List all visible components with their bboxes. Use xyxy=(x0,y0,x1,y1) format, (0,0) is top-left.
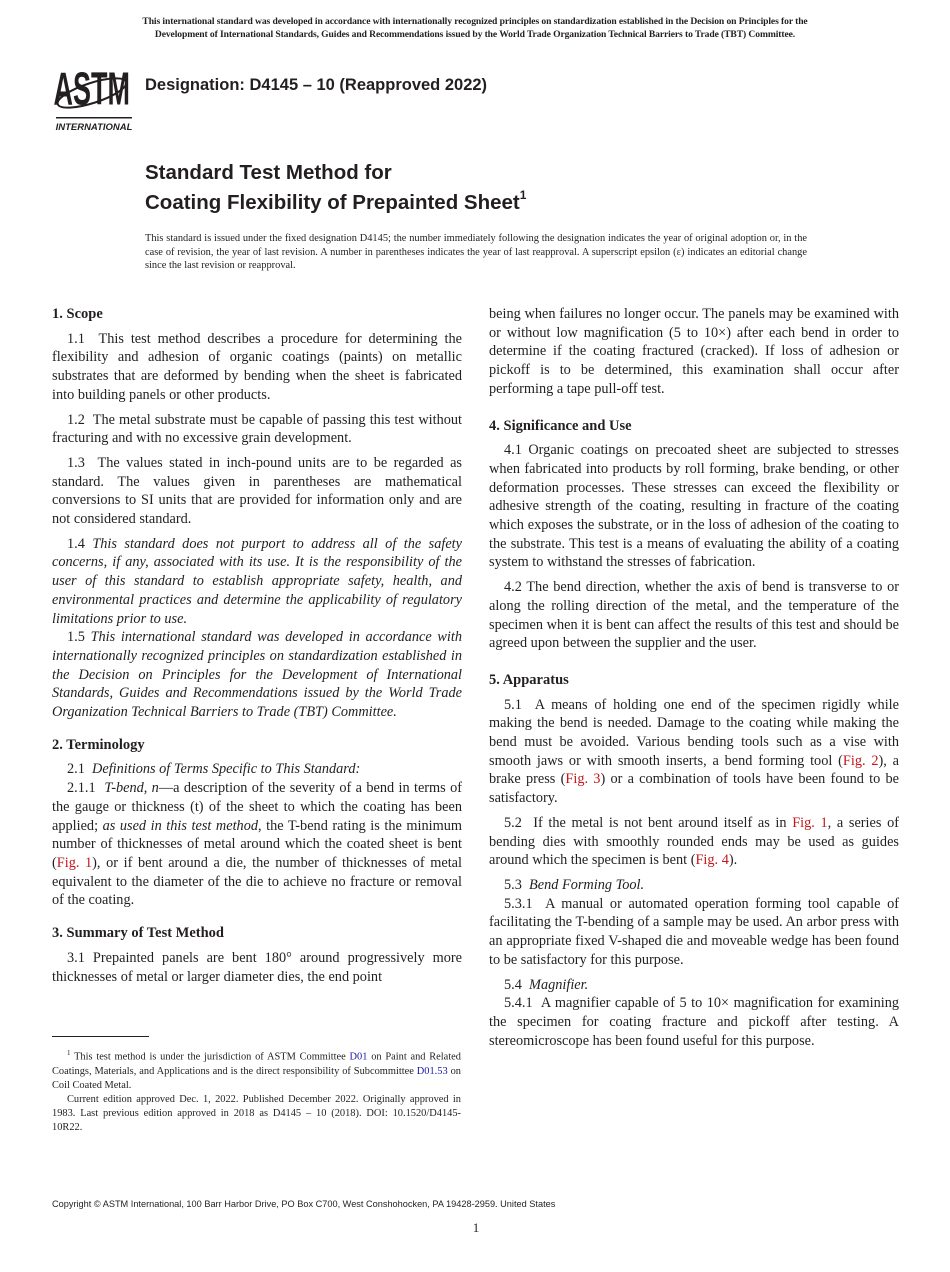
para-1-5: 1.5 This international standard was developed in accordance with internationally recognized principles on standardization established in the Decision on Principles for the Development of International Standards, Guides and Recommendations issued by the World Trade Organization Technical Barriers to Trade (TBT) Committee. xyxy=(52,629,463,721)
section-4-heading: 4. Significance and Use xyxy=(489,417,632,434)
para-5-2: 5.2 If the metal is not bent around itself as in Fig. 1, a series of bending dies with smoothly rounded ends may be used as guides around which the specimen is bent (Fig. 4). xyxy=(489,814,899,869)
top-notice xyxy=(40,15,910,41)
para-1-1: 1.1 This test method describes a procedure for determining the flexibility and adhesion of organic coatings (paints) on metallic substrates that are deformed by bending when the sheet is fabricated into building panels or other products. xyxy=(52,330,462,403)
svg-text:ASTM: ASTM xyxy=(53,62,130,116)
committee-d01-link[interactable]: D01 xyxy=(349,1051,368,1063)
section-5-heading: 5. Apparatus xyxy=(489,671,569,688)
subcommittee-d01-53-link[interactable]: D01.53 xyxy=(416,1065,448,1077)
para-4-1: 4.1 Organic coatings on precoated sheet are subjected to stresses when fabricated into products by roll forming, brake bending, or other deformation processes. These stresses can exceed the flexibility or adhesive strength of the coating, resulting in fracture of the coating which exposes the substrate, or in the loss of adhesion of the coating to the substrate. This test is a means of evaluating the ability of a coating system to withstand the stresses of fabrication. xyxy=(489,442,899,571)
para-1-3: 1.3 The values stated in inch-pound units are to be regarded as standard. The values given in parentheses are mathematical conversions to SI units that are provided for information only and are not considered standard. xyxy=(52,454,462,528)
page-title xyxy=(145,160,526,215)
svg-text:INTERNATIONAL: INTERNATIONAL xyxy=(55,122,133,133)
footnote-1: $^1$ This test method is under the jurisdiction of ASTM Committee D01 on Paint and Related Coatings, Materials, and Applications and is the direct responsibility of Subcommittee D01.53 on Coil Coated Metal. xyxy=(52,1049,462,1091)
fig-4-link[interactable]: Fig. 4 xyxy=(695,852,729,869)
para-3-1-continued: being when failures no longer occur. The panels may be examined with or without low magnification (5 to 10×) after each bend in order to determine if the coating fractured (cracked). If loss of adhesion or pickoff is to be determined, this examination shall occur after performing a tape pull-off test. xyxy=(489,306,899,397)
section-2-heading: 2. Terminology xyxy=(52,736,145,753)
right-column xyxy=(489,305,899,1050)
fig-3-link[interactable]: Fig. 3 xyxy=(565,771,601,788)
para-5-4: 5.4 Magnifier. xyxy=(504,976,589,993)
para-1-4: 1.4 This standard does not purport to address all of the safety concerns, if any, associated with its use. It is the responsibility of the user of this standard to establish appropriate safety, health, and environmental practices and determine the applicability of regulatory limitations prior to use. xyxy=(52,535,462,627)
astm-logo-icon xyxy=(52,55,136,135)
section-1-heading: 1. Scope xyxy=(52,306,103,322)
section-3-heading: 3. Summary of Test Method xyxy=(52,925,224,942)
designation: Designation: D4145 – 10 (Reapproved 2022) xyxy=(145,76,488,94)
para-2-1: 2.1 Definitions of Terms Specific to This Standard: xyxy=(67,761,361,778)
fig-1-link[interactable]: Fig. 1 xyxy=(792,814,828,831)
copyright-notice: Copyright © ASTM International, 100 Barr Harbor Drive, PO Box C700, West Conshohocken, PA 19428-2959. United States xyxy=(52,1199,556,1209)
para-5-1: 5.1 A means of holding one end of the specimen rigidly while making the bend is needed. Damage to the coating while making the bend must be avoided. Various bending tools such as a vise with smooth jaws or with smooth inserts, a bend forming tool (Fig. 2), a brake press (Fig. 3) or a combination of tools have been found to be satisfactory. xyxy=(489,696,900,807)
para-1-2: 1.2 The metal substrate must be capable of passing this test without fracturing and with no excessive grain development. xyxy=(52,411,463,447)
title-line1: Standard Test Method for xyxy=(145,161,392,184)
para-4-2: 4.2 The bend direction, whether the axis of bend is transverse to or along the rolling direction of the metal, and the temperature of the specimen when it is bent can affect the results of this test and should be agreed upon between the supplier and the user. xyxy=(489,579,899,652)
para-5-4-1: 5.4.1 A magnifier capable of 5 to 10× magnification for examining the specimen for coating fracture and pickoff after testing. A stereomicroscope has been found useful for this purpose. xyxy=(489,995,899,1049)
para-2-1-1: 2.1.1 T-bend, n—a description of the severity of a bend in terms of the gauge or thickness (t) of the sheet to which the coating has been applied; as used in this test method, the T-bend rating is the minimum number of thicknesses of metal around which the coated sheet is bent (Fig. 1), or if bent around a die, the number of thicknesses of metal equivalent to the diameter of the die to achieve no fracture or removal of the coating. xyxy=(52,780,463,909)
intro-paragraph: This standard is issued under the fixed designation D4145; the number immediately following the designation indicates the year of original adoption or, in the case of revision, the year of last revision. A number in parentheses indicates the year of last reapproval. A superscript epsilon (ε) indicates an editorial change since the last revision or reapproval. xyxy=(145,233,807,272)
page-number: 1 xyxy=(472,1220,480,1235)
title-line2: Coating Flexibility of Prepainted Sheet xyxy=(145,190,520,214)
title-footnote-marker: 1 xyxy=(519,188,527,202)
footnotes xyxy=(52,1046,461,1136)
left-column xyxy=(52,305,462,986)
para-3-1: 3.1 Prepainted panels are bent 180° around progressively more thicknesses of metal or larger diameter dies, the end point xyxy=(52,949,462,985)
footnote-divider xyxy=(52,1036,149,1037)
top-notice-line1: This international standard was developed in accordance with internationally recognized principles on standardization established in the Decision on Principles for the xyxy=(142,16,808,27)
footnote-edition: Current edition approved Dec. 1, 2022. Published December 2022. Originally approved in 1983. Last previous edition approved in 2018 as D4145 – 10 (2018). DOI: 10.1520/D4145-10R22. xyxy=(52,1094,461,1134)
fig-2-link[interactable]: Fig. 2 xyxy=(842,752,879,769)
fig-1-link[interactable]: Fig. 1 xyxy=(56,854,93,871)
astm-logo xyxy=(52,55,136,135)
para-5-3: 5.3 Bend Forming Tool. xyxy=(504,876,645,893)
para-5-3-1: 5.3.1 A manual or automated operation forming tool capable of facilitating the T-bending of a sample may be used. An arbor press with an appropriate fixed V-shaped die and moveable wedge has been found to be satisfactory for this purpose. xyxy=(489,895,899,968)
top-notice-line2: Development of International Standards, Guides and Recommendations issued by the World Trade Organization Technical Barriers to Trade (TBT) Committee. xyxy=(154,29,796,40)
